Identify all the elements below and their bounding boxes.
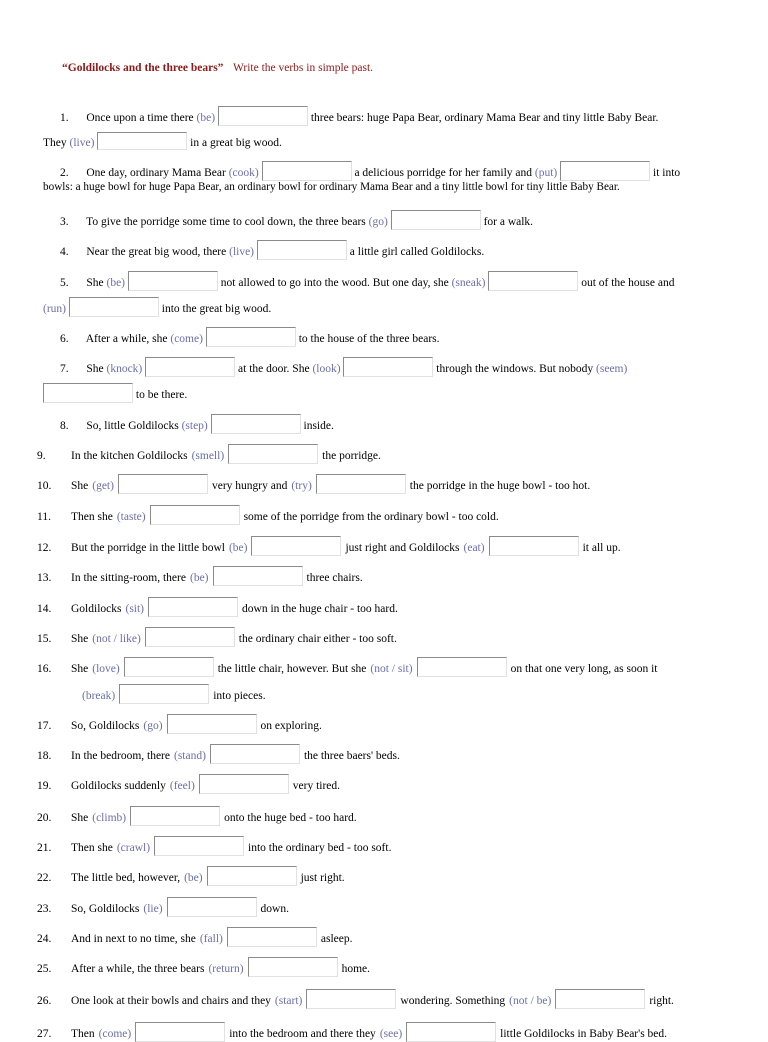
item-text: One day, ordinary Mama Bear	[86, 167, 226, 179]
item-number: 20.	[37, 812, 52, 824]
item-text: home.	[341, 963, 371, 975]
exercise-item-19	[37, 774, 340, 794]
verb-hint: (sneak)	[451, 277, 486, 289]
answer-field[interactable]	[154, 836, 244, 856]
item-text: down in the huge chair - too hard.	[242, 603, 398, 615]
exercise-item-15	[37, 627, 397, 647]
verb-hint: (not / sit)	[370, 663, 413, 675]
verb-hint: (live)	[229, 246, 255, 258]
exercise-item-27	[37, 1022, 667, 1042]
item-number: 14.	[37, 603, 52, 615]
verb-hint: (go)	[368, 216, 388, 228]
verb-hint: (be)	[196, 112, 216, 124]
item-text: She	[71, 480, 89, 492]
item-number: 7.	[60, 363, 69, 375]
answer-field[interactable]	[206, 327, 296, 347]
item-number: 12.	[37, 542, 52, 554]
verb-hint: (smell)	[191, 450, 225, 462]
exercise-item-23	[37, 897, 289, 917]
answer-field[interactable]	[257, 240, 347, 260]
item-text: And in next to no time, she	[71, 933, 196, 945]
item-text: Once upon a time there	[86, 112, 194, 124]
exercise-item-16-cont	[82, 684, 266, 704]
item-text: Near the great big wood, there	[86, 246, 227, 258]
answer-field[interactable]	[199, 774, 289, 794]
exercise-item-1-cont	[43, 132, 282, 150]
item-text: She	[71, 663, 89, 675]
exercise-item-8	[60, 414, 334, 434]
answer-field[interactable]	[124, 657, 214, 677]
verb-hint: (start)	[274, 995, 303, 1007]
answer-field[interactable]	[560, 161, 650, 181]
exercise-item-5-cont	[43, 297, 271, 317]
exercise-item-21	[37, 836, 391, 856]
item-text: Goldilocks	[71, 603, 122, 615]
item-number: 16.	[37, 663, 52, 675]
item-text: She	[71, 812, 89, 824]
exercise-item-7	[60, 357, 627, 377]
verb-hint: (cook)	[228, 167, 259, 179]
exercise-item-2	[60, 161, 680, 181]
exercise-item-26	[37, 989, 674, 1009]
item-number: 24.	[37, 933, 52, 945]
item-text: She	[86, 277, 104, 289]
answer-field[interactable]	[207, 866, 297, 886]
item-text: the porridge.	[322, 450, 381, 462]
exercise-item-10	[37, 474, 590, 494]
item-text: the little chair, however. But she	[217, 663, 367, 675]
verb-hint: (try)	[291, 480, 312, 492]
answer-field[interactable]	[130, 806, 220, 826]
item-number: 23.	[37, 903, 52, 915]
verb-hint: (see)	[379, 1028, 403, 1040]
verb-hint: (stand)	[174, 750, 206, 762]
exercise-item-6	[60, 327, 440, 347]
answer-field[interactable]	[128, 271, 218, 291]
item-text: onto the huge bed - too hard.	[224, 812, 357, 824]
item-text: some of the porridge from the ordinary bowl - too cold.	[243, 511, 499, 523]
item-number: 1.	[60, 112, 69, 124]
answer-field[interactable]	[167, 714, 257, 734]
answer-field[interactable]	[43, 383, 133, 403]
item-text: out of the house and	[581, 277, 675, 289]
answer-field[interactable]	[145, 627, 235, 647]
item-text: the ordinary chair either - too soft.	[238, 633, 397, 645]
item-text: in a great big wood.	[190, 137, 282, 149]
worksheet-header	[62, 62, 373, 74]
exercise-item-24	[37, 927, 352, 947]
item-text: it all up.	[582, 542, 621, 554]
item-text: at the door. She	[238, 363, 310, 375]
verb-hint: (run)	[43, 303, 66, 315]
verb-hint: (come)	[98, 1028, 132, 1040]
item-number: 18.	[37, 750, 52, 762]
item-number: 10.	[37, 480, 52, 492]
verb-hint: (put)	[534, 167, 558, 179]
item-text: Then	[71, 1028, 95, 1040]
item-number: 4.	[60, 246, 69, 258]
answer-field[interactable]	[218, 106, 308, 126]
item-number: 13.	[37, 572, 52, 584]
answer-field[interactable]	[555, 989, 645, 1009]
item-text: But the porridge in the little bowl	[71, 542, 225, 554]
item-text: very hungry and	[211, 480, 288, 492]
item-number: 8.	[60, 420, 69, 432]
item-text: In the sitting-room, there	[71, 572, 186, 584]
item-number: 17.	[37, 720, 52, 732]
verb-hint: (seem)	[596, 363, 628, 375]
item-text: into the ordinary bed - too soft.	[248, 842, 392, 854]
exercise-item-2-cont	[43, 180, 620, 194]
item-text: In the bedroom, there	[71, 750, 170, 762]
answer-field[interactable]	[118, 474, 208, 494]
verb-hint: (step)	[181, 420, 208, 432]
answer-field[interactable]	[119, 684, 209, 704]
item-text: After a while, she	[85, 333, 168, 345]
verb-hint: (get)	[92, 480, 114, 492]
worksheet-title: “Goldilocks and the three bears”	[62, 62, 224, 74]
verb-hint: (break)	[82, 690, 116, 702]
item-text: So, Goldilocks	[71, 720, 140, 732]
answer-field[interactable]	[213, 566, 303, 586]
answer-field[interactable]	[251, 536, 341, 556]
answer-field[interactable]	[417, 657, 507, 677]
item-text: into the great big wood.	[161, 303, 272, 315]
item-text: the three baers' beds.	[303, 750, 400, 762]
verb-hint: (not / be)	[509, 995, 552, 1007]
item-text: down.	[260, 903, 289, 915]
answer-field[interactable]	[306, 989, 396, 1009]
item-number: 9.	[37, 450, 46, 462]
verb-hint: (fall)	[199, 933, 223, 945]
verb-hint: (knock)	[106, 363, 143, 375]
verb-hint: (sit)	[125, 603, 145, 615]
item-text: Then she	[71, 511, 113, 523]
exercise-item-13	[37, 566, 363, 586]
verb-hint: (come)	[170, 333, 203, 345]
exercise-item-20	[37, 806, 357, 826]
item-number: 11.	[37, 511, 51, 523]
item-text: not allowed to go into the wood. But one day, she	[220, 277, 449, 289]
item-number: 26.	[37, 995, 52, 1007]
answer-field[interactable]	[210, 744, 300, 764]
verb-hint: (be)	[228, 542, 248, 554]
verb-hint: (be)	[106, 277, 126, 289]
answer-field[interactable]	[145, 357, 235, 377]
exercise-item-7-cont	[43, 383, 187, 403]
item-text: a little girl called Goldilocks.	[349, 246, 485, 258]
item-number: 27.	[37, 1028, 52, 1040]
item-number: 3.	[60, 216, 69, 228]
exercise-item-1	[60, 106, 658, 126]
answer-field[interactable]	[135, 1022, 225, 1042]
item-number: 22.	[37, 872, 52, 884]
item-number: 5.	[60, 277, 69, 289]
exercise-item-11	[37, 505, 499, 525]
verb-hint: (not / like)	[92, 633, 141, 645]
item-text: wondering. Something	[400, 995, 506, 1007]
worksheet-instruction: Write the verbs in simple past.	[232, 62, 374, 74]
item-text: To give the porridge some time to cool down, the three bears	[86, 216, 366, 228]
item-number: 15.	[37, 633, 52, 645]
item-text: on that one very long, as soon it	[510, 663, 658, 675]
item-text: three chairs.	[306, 572, 363, 584]
item-number: 6.	[60, 333, 69, 345]
answer-field[interactable]	[148, 597, 238, 617]
exercise-item-4	[60, 240, 484, 260]
answer-field[interactable]	[248, 957, 338, 977]
item-text: through the windows. But nobody	[436, 363, 594, 375]
item-text: She	[71, 633, 89, 645]
item-text: right.	[649, 995, 674, 1007]
item-text: The little bed, however,	[71, 872, 181, 884]
verb-hint: (lie)	[143, 903, 163, 915]
exercise-item-25	[37, 957, 370, 977]
answer-field[interactable]	[167, 897, 257, 917]
answer-field[interactable]	[488, 271, 578, 291]
answer-field[interactable]	[227, 927, 317, 947]
item-text: She	[86, 363, 104, 375]
item-text: inside.	[303, 420, 334, 432]
verb-hint: (love)	[92, 663, 120, 675]
verb-hint: (crawl)	[116, 842, 151, 854]
item-number: 19.	[37, 780, 52, 792]
item-text: into the bedroom and there they	[229, 1028, 376, 1040]
item-text: In the kitchen Goldilocks	[71, 450, 188, 462]
item-text: very tired.	[292, 780, 341, 792]
item-text: a delicious porridge for her family and	[354, 167, 533, 179]
verb-hint: (live)	[69, 137, 95, 149]
exercise-item-16	[37, 657, 658, 677]
exercise-item-18	[37, 744, 400, 764]
item-text: to the house of the three bears.	[298, 333, 440, 345]
item-text: just right.	[300, 872, 345, 884]
verb-hint: (feel)	[169, 780, 195, 792]
answer-field[interactable]	[489, 536, 579, 556]
verb-hint: (go)	[143, 720, 163, 732]
answer-field[interactable]	[316, 474, 406, 494]
item-text: into pieces.	[213, 690, 266, 702]
answer-field[interactable]	[211, 414, 301, 434]
verb-hint: (look)	[312, 363, 341, 375]
item-text: Goldilocks suddenly	[71, 780, 166, 792]
exercise-item-5	[60, 271, 674, 291]
item-number: 2.	[60, 167, 69, 179]
answer-field[interactable]	[391, 210, 481, 230]
verb-hint: (return)	[208, 963, 244, 975]
verb-hint: (taste)	[116, 511, 146, 523]
item-text: They	[43, 137, 67, 149]
item-text: bowls: a huge bowl for huge Papa Bear, an ordinary bowl for ordinary Mama Bear and a tiny little bowl for tiny little Baby Bear.	[43, 181, 620, 193]
exercise-item-9	[37, 444, 381, 464]
answer-field[interactable]	[343, 357, 433, 377]
item-text: three bears: huge Papa Bear, ordinary Mama Bear and tiny little Baby Bear.	[310, 112, 659, 124]
item-number: 21.	[37, 842, 52, 854]
verb-hint: (climb)	[92, 812, 127, 824]
item-text: So, Goldilocks	[71, 903, 140, 915]
answer-field[interactable]	[262, 161, 352, 181]
item-text: One look at their bowls and chairs and they	[71, 995, 271, 1007]
item-text: to be there.	[135, 389, 188, 401]
answer-field[interactable]	[69, 297, 159, 317]
item-text: little Goldilocks in Baby Bear's bed.	[500, 1028, 668, 1040]
item-text: just right and Goldilocks	[345, 542, 460, 554]
item-text: Then she	[71, 842, 113, 854]
exercise-item-17	[37, 714, 322, 734]
item-text: it into	[653, 167, 681, 179]
answer-field[interactable]	[97, 132, 187, 150]
verb-hint: (eat)	[463, 542, 485, 554]
answer-field[interactable]	[406, 1022, 496, 1042]
item-text: on exploring.	[260, 720, 322, 732]
exercise-item-22	[37, 866, 345, 886]
item-text: After a while, the three bears	[71, 963, 205, 975]
exercise-item-12	[37, 536, 621, 556]
exercise-item-14	[37, 597, 398, 617]
item-text: the porridge in the huge bowl - too hot.	[409, 480, 591, 492]
verb-hint: (be)	[184, 872, 203, 884]
item-text: So, little Goldilocks	[86, 420, 179, 432]
answer-field[interactable]	[228, 444, 318, 464]
verb-hint: (be)	[189, 572, 209, 584]
item-text: asleep.	[320, 933, 353, 945]
item-number: 25.	[37, 963, 52, 975]
exercise-item-3	[60, 210, 533, 230]
answer-field[interactable]	[150, 505, 240, 525]
item-text: for a walk.	[483, 216, 534, 228]
